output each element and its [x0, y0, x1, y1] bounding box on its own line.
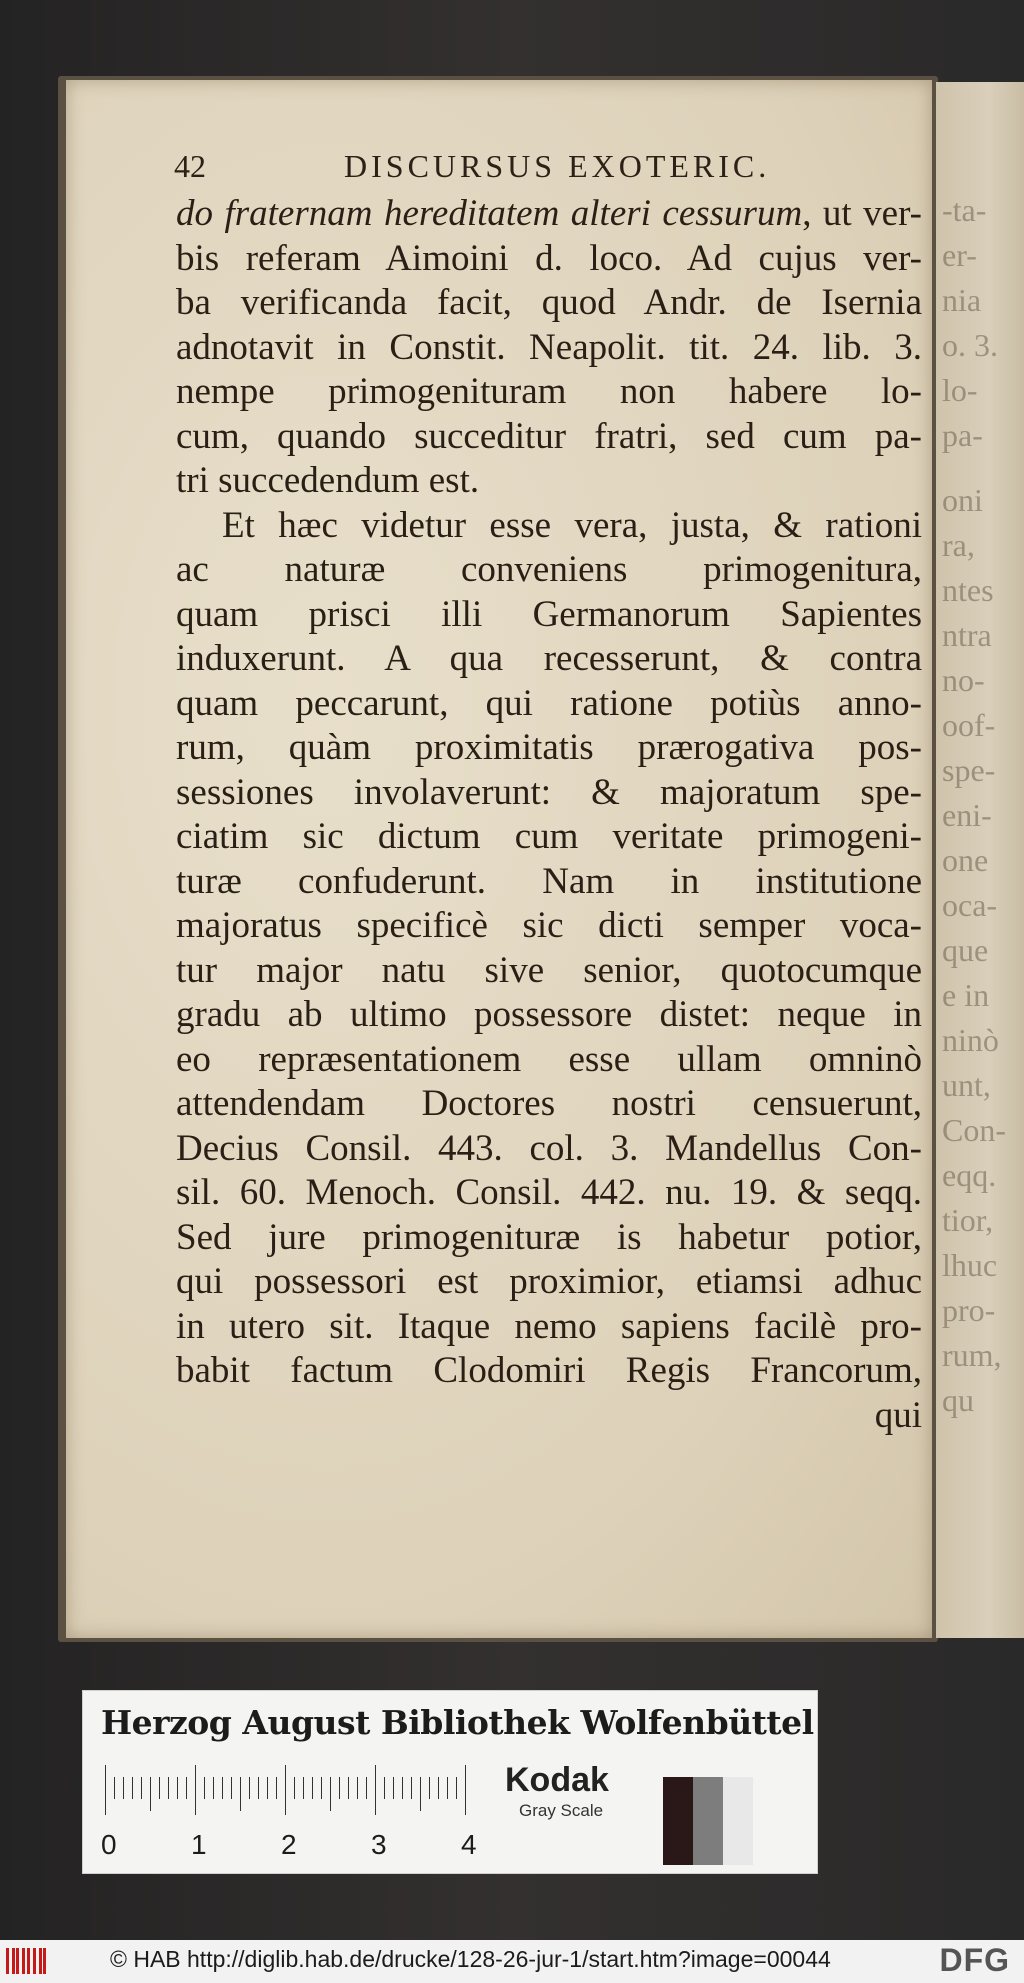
- ruler-tick: [429, 1777, 430, 1799]
- barcode-bar: [39, 1948, 42, 1974]
- copyright-url[interactable]: © HAB http://diglib.hab.de/drucke/128-26-jur-1/start.htm?image=00044: [110, 1946, 831, 1972]
- text-line: tur major natu sive senior, quotocumque: [176, 949, 922, 991]
- dfg-logo: DFG: [939, 1942, 1010, 1978]
- text-line: nempe primogenituram non habere lo-: [176, 371, 922, 412]
- text-line: turæ confuderunt. Nam in institutione: [176, 860, 922, 902]
- facing-page-fragment: tior,: [942, 1202, 994, 1238]
- ruler-tick: [357, 1777, 358, 1799]
- facing-page-fragment: pa-: [942, 417, 983, 453]
- hab-barcode-icon: [6, 1948, 46, 1974]
- color-target-card: [82, 1690, 818, 1874]
- page-number: 42: [174, 148, 206, 184]
- ruler-tick: [393, 1777, 394, 1799]
- ruler-tick: [141, 1777, 142, 1799]
- viewer-footer: [0, 1940, 1024, 1983]
- ruler-tick: [465, 1765, 466, 1815]
- facing-page-fragment: Con-: [942, 1112, 1006, 1148]
- barcode-bar: [43, 1948, 46, 1974]
- text-line: Decius Consil. 443. col. 3. Mandellus Con-: [176, 1127, 922, 1169]
- ruler-tick: [420, 1777, 421, 1811]
- text-line: ba verificanda facit, quod Andr. de Isernia: [176, 282, 922, 323]
- ruler-tick: [267, 1777, 268, 1799]
- ruler-tick: [303, 1777, 304, 1799]
- facing-page-fragment: no-: [942, 662, 985, 698]
- barcode-bar: [22, 1948, 25, 1974]
- ruler-tick: [231, 1777, 232, 1799]
- page-body-text: [176, 192, 922, 1438]
- facing-page-fragment: ntes: [942, 572, 994, 608]
- gray-swatch: [693, 1777, 723, 1865]
- facing-page-fragment: oni: [942, 482, 983, 518]
- facing-page-fragment: er-: [942, 237, 977, 273]
- facing-page-fragment: oca-: [942, 887, 998, 923]
- text-line: quam peccarunt, qui ratione potiùs anno-: [176, 682, 922, 724]
- ruler-tick: [132, 1777, 133, 1799]
- text-line: quam prisci illi Germanorum Sapientes: [176, 593, 922, 635]
- facing-page-fragment: ninò: [942, 1022, 999, 1058]
- ruler-tick: [222, 1777, 223, 1799]
- ruler-tick: [213, 1777, 214, 1799]
- ruler-tick: [186, 1777, 187, 1799]
- facing-page-fragment: unt,: [942, 1067, 991, 1103]
- facing-page-fragment: eni-: [942, 797, 992, 833]
- ruler-tick: [339, 1777, 340, 1799]
- text-line: sessiones involaverunt: & majoratum spe-: [176, 771, 922, 813]
- gray-swatch: [663, 1777, 693, 1865]
- ruler-tick: [321, 1777, 322, 1799]
- ruler-tick: [159, 1777, 160, 1799]
- facing-page-fragment: lo-: [942, 372, 978, 408]
- facing-page-fragment: nia: [942, 282, 982, 318]
- barcode-bar: [16, 1948, 19, 1974]
- text-line: babit factum Clodomiri Regis Francorum,: [176, 1350, 922, 1391]
- ruler-tick: [402, 1777, 403, 1799]
- facing-page-fragment: o. 3.: [942, 327, 998, 363]
- institution-label: Herzog August Bibliothek Wolfenbüttel: [101, 1703, 814, 1742]
- facing-page-fragment: spe-: [942, 752, 996, 788]
- ruler-tick: [366, 1777, 367, 1799]
- ruler-tick: [456, 1777, 457, 1799]
- ruler-tick: [177, 1777, 178, 1799]
- text-line: [176, 192, 922, 237]
- kodak-logo: Kodak: [505, 1761, 609, 1799]
- ruler-tick: [150, 1777, 151, 1811]
- text-line: adnotavit in Constit. Neapolit. tit. 24. lib. 3.: [176, 326, 922, 368]
- ruler-tick: [312, 1777, 313, 1799]
- ruler-tick: [204, 1777, 205, 1799]
- text-line: qui possessori est proximior, etiamsi adhuc: [176, 1261, 922, 1302]
- ruler-tick: [294, 1777, 295, 1799]
- gray-swatch: [723, 1777, 753, 1865]
- facing-page-fragment: ntra: [942, 617, 992, 653]
- barcode-bar: [33, 1948, 36, 1974]
- text-line: induxerunt. A qua recesserunt, & contra: [176, 638, 922, 679]
- text-line: qui: [874, 1394, 922, 1436]
- italic-phrase: do fraternam hereditatem alteri cessurum: [176, 193, 803, 234]
- facing-page-fragment: que: [942, 932, 989, 968]
- ruler-tick: [276, 1777, 277, 1799]
- ruler-tick: [240, 1777, 241, 1811]
- text-line: majoratus specificè sic dicti semper voca-: [176, 905, 922, 946]
- text-line: eo repræsentationem esse ullam omninò: [176, 1038, 922, 1080]
- text-line: sil. 60. Menoch. Consil. 442. nu. 19. & seqq.: [176, 1172, 922, 1213]
- running-title: DISCURSUS EXOTERIC.: [344, 148, 771, 184]
- barcode-bar: [27, 1948, 30, 1974]
- ruler-tick: [258, 1777, 259, 1799]
- text-line: in utero sit. Itaque nemo sapiens facilè pro-: [176, 1305, 922, 1347]
- text-line: gradu ab ultimo possessore distet: neque in: [176, 994, 922, 1035]
- barcode-bar: [6, 1948, 9, 1974]
- ruler-tick: [123, 1777, 124, 1799]
- facing-page-fragment: ra,: [942, 527, 975, 563]
- ruler-number: 2: [281, 1829, 297, 1860]
- text-line: bis referam Aimoini d. loco. Ad cujus ver-: [176, 237, 922, 279]
- ruler-tick: [447, 1777, 448, 1799]
- facing-page-fragment: rum,: [942, 1337, 1002, 1373]
- gray-scale-label: Gray Scale: [519, 1801, 604, 1820]
- ruler-tick: [249, 1777, 250, 1799]
- ruler-number: 4: [461, 1829, 477, 1860]
- facing-page-fragment: one: [942, 842, 989, 878]
- facing-page-fragment: oof-: [942, 707, 996, 743]
- ruler-number: 0: [101, 1829, 117, 1860]
- text-line: rum, quàm proximitatis prærogativa pos-: [176, 727, 922, 768]
- line-rest: , ut ver-: [802, 193, 922, 234]
- text-line: cum, quando succeditur fratri, sed cum pa-: [176, 415, 922, 457]
- ruler-tick: [330, 1777, 331, 1811]
- facing-page-edge: [936, 82, 1024, 1638]
- text-line: attendendam Doctores nostri censuerunt,: [176, 1083, 922, 1124]
- scale-ruler: [101, 1765, 485, 1860]
- text-line: ciatim sic dictum cum veritate primogeni-: [176, 816, 922, 857]
- running-head: [174, 148, 924, 188]
- ruler-number: 3: [371, 1829, 387, 1860]
- facing-page-fragment: qu: [942, 1382, 974, 1418]
- facing-page-fragment: lhuc: [942, 1247, 998, 1283]
- ruler-tick: [411, 1777, 412, 1799]
- ruler-tick: [438, 1777, 439, 1799]
- ruler-tick: [375, 1765, 376, 1815]
- ruler-tick: [384, 1777, 385, 1799]
- facing-page-fragment: -ta-: [942, 192, 987, 228]
- ruler-tick: [348, 1777, 349, 1799]
- barcode-bar: [12, 1948, 15, 1974]
- ruler-tick: [114, 1777, 115, 1799]
- text-line: tri succedendum est.: [176, 460, 480, 501]
- ruler-tick: [285, 1765, 286, 1815]
- facing-page-fragment: pro-: [942, 1292, 996, 1328]
- text-line: ac naturæ conveniens primogenitura,: [176, 549, 922, 590]
- ruler-tick: [105, 1765, 106, 1815]
- ruler-tick: [195, 1765, 196, 1815]
- ruler-tick: [168, 1777, 169, 1799]
- facing-page-fragment: e in: [942, 977, 990, 1013]
- text-line: Et hæc videtur esse vera, justa, & rationi: [222, 504, 922, 546]
- text-line: Sed jure primogenituræ is habetur potior,: [176, 1216, 922, 1258]
- facing-page-fragment: eqq.: [942, 1157, 997, 1193]
- ruler-number: 1: [191, 1829, 207, 1860]
